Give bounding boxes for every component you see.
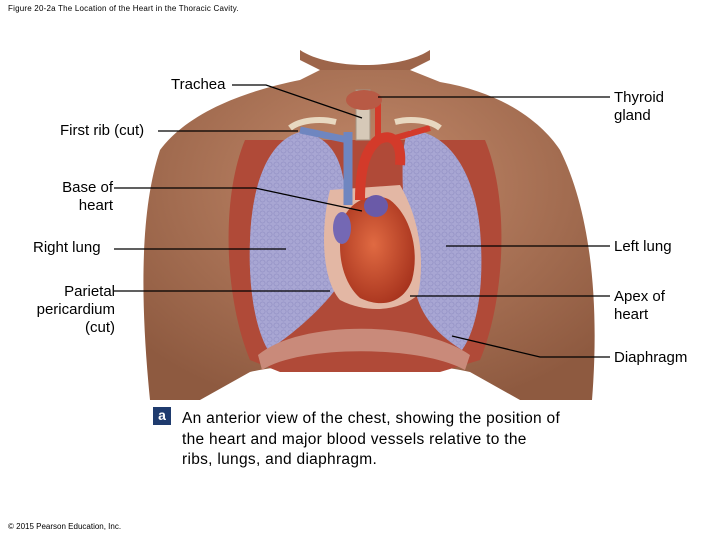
label-left-lung: Left lung	[614, 238, 672, 255]
label-parietal-pericardium: Parietal pericardium (cut)	[36, 283, 115, 336]
left-atrium	[364, 195, 388, 217]
thyroid-shape	[346, 90, 382, 110]
label-first-rib: First rib (cut)	[60, 122, 145, 139]
label-right-lung: Right lung	[33, 239, 101, 256]
right-atrium	[333, 212, 351, 244]
caption-text: An anterior view of the chest, showing the position of the heart and major blood vessels relative to the ribs, lungs, and diaphragm.	[182, 410, 561, 468]
label-diaphragm: Diaphragm	[614, 349, 688, 366]
neck	[300, 50, 430, 70]
label-base-of-heart: Base of heart	[62, 179, 113, 214]
copyright: © 2015 Pearson Education, Inc.	[8, 522, 122, 531]
label-thyroid-gland: Thyroid gland	[614, 89, 665, 124]
label-apex-of-heart: Apex of heart	[614, 288, 665, 323]
caption-badge: a	[153, 407, 171, 425]
figure-title: Figure 20-2a The Location of the Heart in the Thoracic Cavity.	[8, 4, 239, 13]
label-trachea: Trachea	[171, 76, 226, 93]
